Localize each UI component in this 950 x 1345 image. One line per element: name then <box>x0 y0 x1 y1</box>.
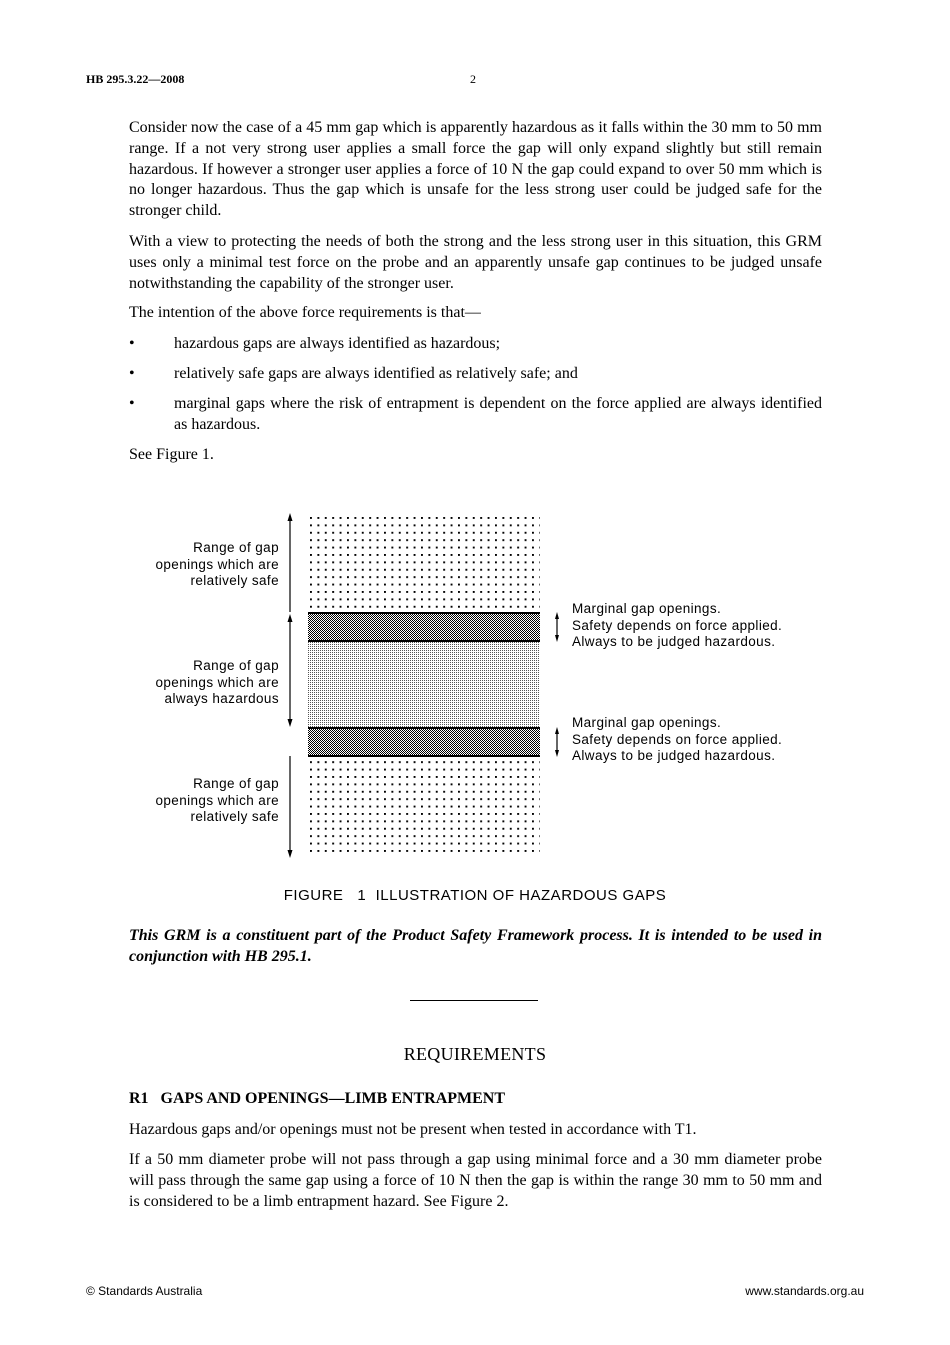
bullet-item: hazardous gaps are always identified as hazardous; <box>174 335 501 352</box>
label-safe-range-top: Range of gap openings which are relatively safe <box>155 540 279 589</box>
hazardous-zone <box>308 641 540 728</box>
figure-caption: FIGURE 1 ILLUSTRATION OF HAZARDOUS GAPS <box>283 887 667 904</box>
paragraph-intention: The intention of the above force requirements is that— <box>129 304 481 321</box>
range-arrow-bottom <box>288 756 293 858</box>
label-hazardous-range: Range of gap openings which are always hazardous <box>155 658 279 707</box>
requirement-paragraph: If a 50 mm diameter probe will not pass through a gap using minimal force and a 30 mm diameter probe will pass through the same gap using a force of 10 N then the gap is within the range 30 mm to 50 mm and is considered to be a limb entrapment hazard. See Figure 2. <box>129 1151 822 1210</box>
bullet-marker: • <box>129 335 135 352</box>
section-divider <box>410 1000 538 1001</box>
framework-note: This GRM is a constituent part of the Product Safety Framework process. It is intended to be used in conjunction with HB 295.1. <box>129 927 822 965</box>
paragraph-gap-example: Consider now the case of a 45 mm gap which is apparently hazardous as it falls within the 30 mm to 50 mm range. If a not very strong user applies a small force the gap will only expand slightly but still remain hazardous. If however a stronger user applies a force of 10 N the gap could expand to over 50 mm which is no longer hazardous. Thus the gap which is unsafe for the less strong user could be judged safe for the stronger child. <box>129 119 822 220</box>
bullet-item: marginal gaps where the risk of entrapment is dependent on the force applied are always identified as hazardous. <box>174 395 822 433</box>
bullet-marker: • <box>129 365 135 382</box>
marginal-arrow-lower <box>555 727 559 757</box>
label-marginal-upper: Marginal gap openings. Safety depends on force applied. Always to be judged hazardous. <box>572 601 783 650</box>
page-number: 2 <box>470 72 476 86</box>
paragraph-protection: With a view to protecting the needs of both the strong and the less strong user in this situation, this GRM uses only a minimal test force on the probe and an apparently unsafe gap continues to be judged unsafe notwithstanding the capability of the stronger user. <box>129 233 822 292</box>
range-arrow-middle <box>288 614 293 727</box>
marginal-arrow-upper <box>555 612 559 642</box>
label-safe-range-bottom: Range of gap openings which are relatively safe <box>155 776 279 825</box>
see-figure-text: See Figure 1. <box>129 446 214 463</box>
requirement-heading: R1 GAPS AND OPENINGS—LIMB ENTRAPMENT <box>129 1090 506 1107</box>
section-title: REQUIREMENTS <box>403 1044 547 1064</box>
document-id: HB 295.3.22—2008 <box>86 72 185 86</box>
gap-range-diagram <box>0 500 950 870</box>
bullet-marker: • <box>129 395 135 412</box>
bullet-item: relatively safe gaps are always identified as relatively safe; and <box>174 365 578 382</box>
range-arrow-top <box>288 513 293 612</box>
safe-zone-top <box>308 515 540 613</box>
marginal-zone-upper <box>308 613 540 641</box>
requirement-paragraph: Hazardous gaps and/or openings must not be present when tested in accordance with T1. <box>129 1121 697 1138</box>
footer-copyright: © Standards Australia <box>86 1284 203 1298</box>
figure-hazardous-gaps <box>0 500 950 870</box>
marginal-zone-lower <box>308 728 540 756</box>
footer-website: www.standards.org.au <box>745 1284 864 1298</box>
label-marginal-lower: Marginal gap openings. Safety depends on force applied. Always to be judged hazardous. <box>572 715 783 764</box>
safe-zone-bottom <box>308 756 540 856</box>
